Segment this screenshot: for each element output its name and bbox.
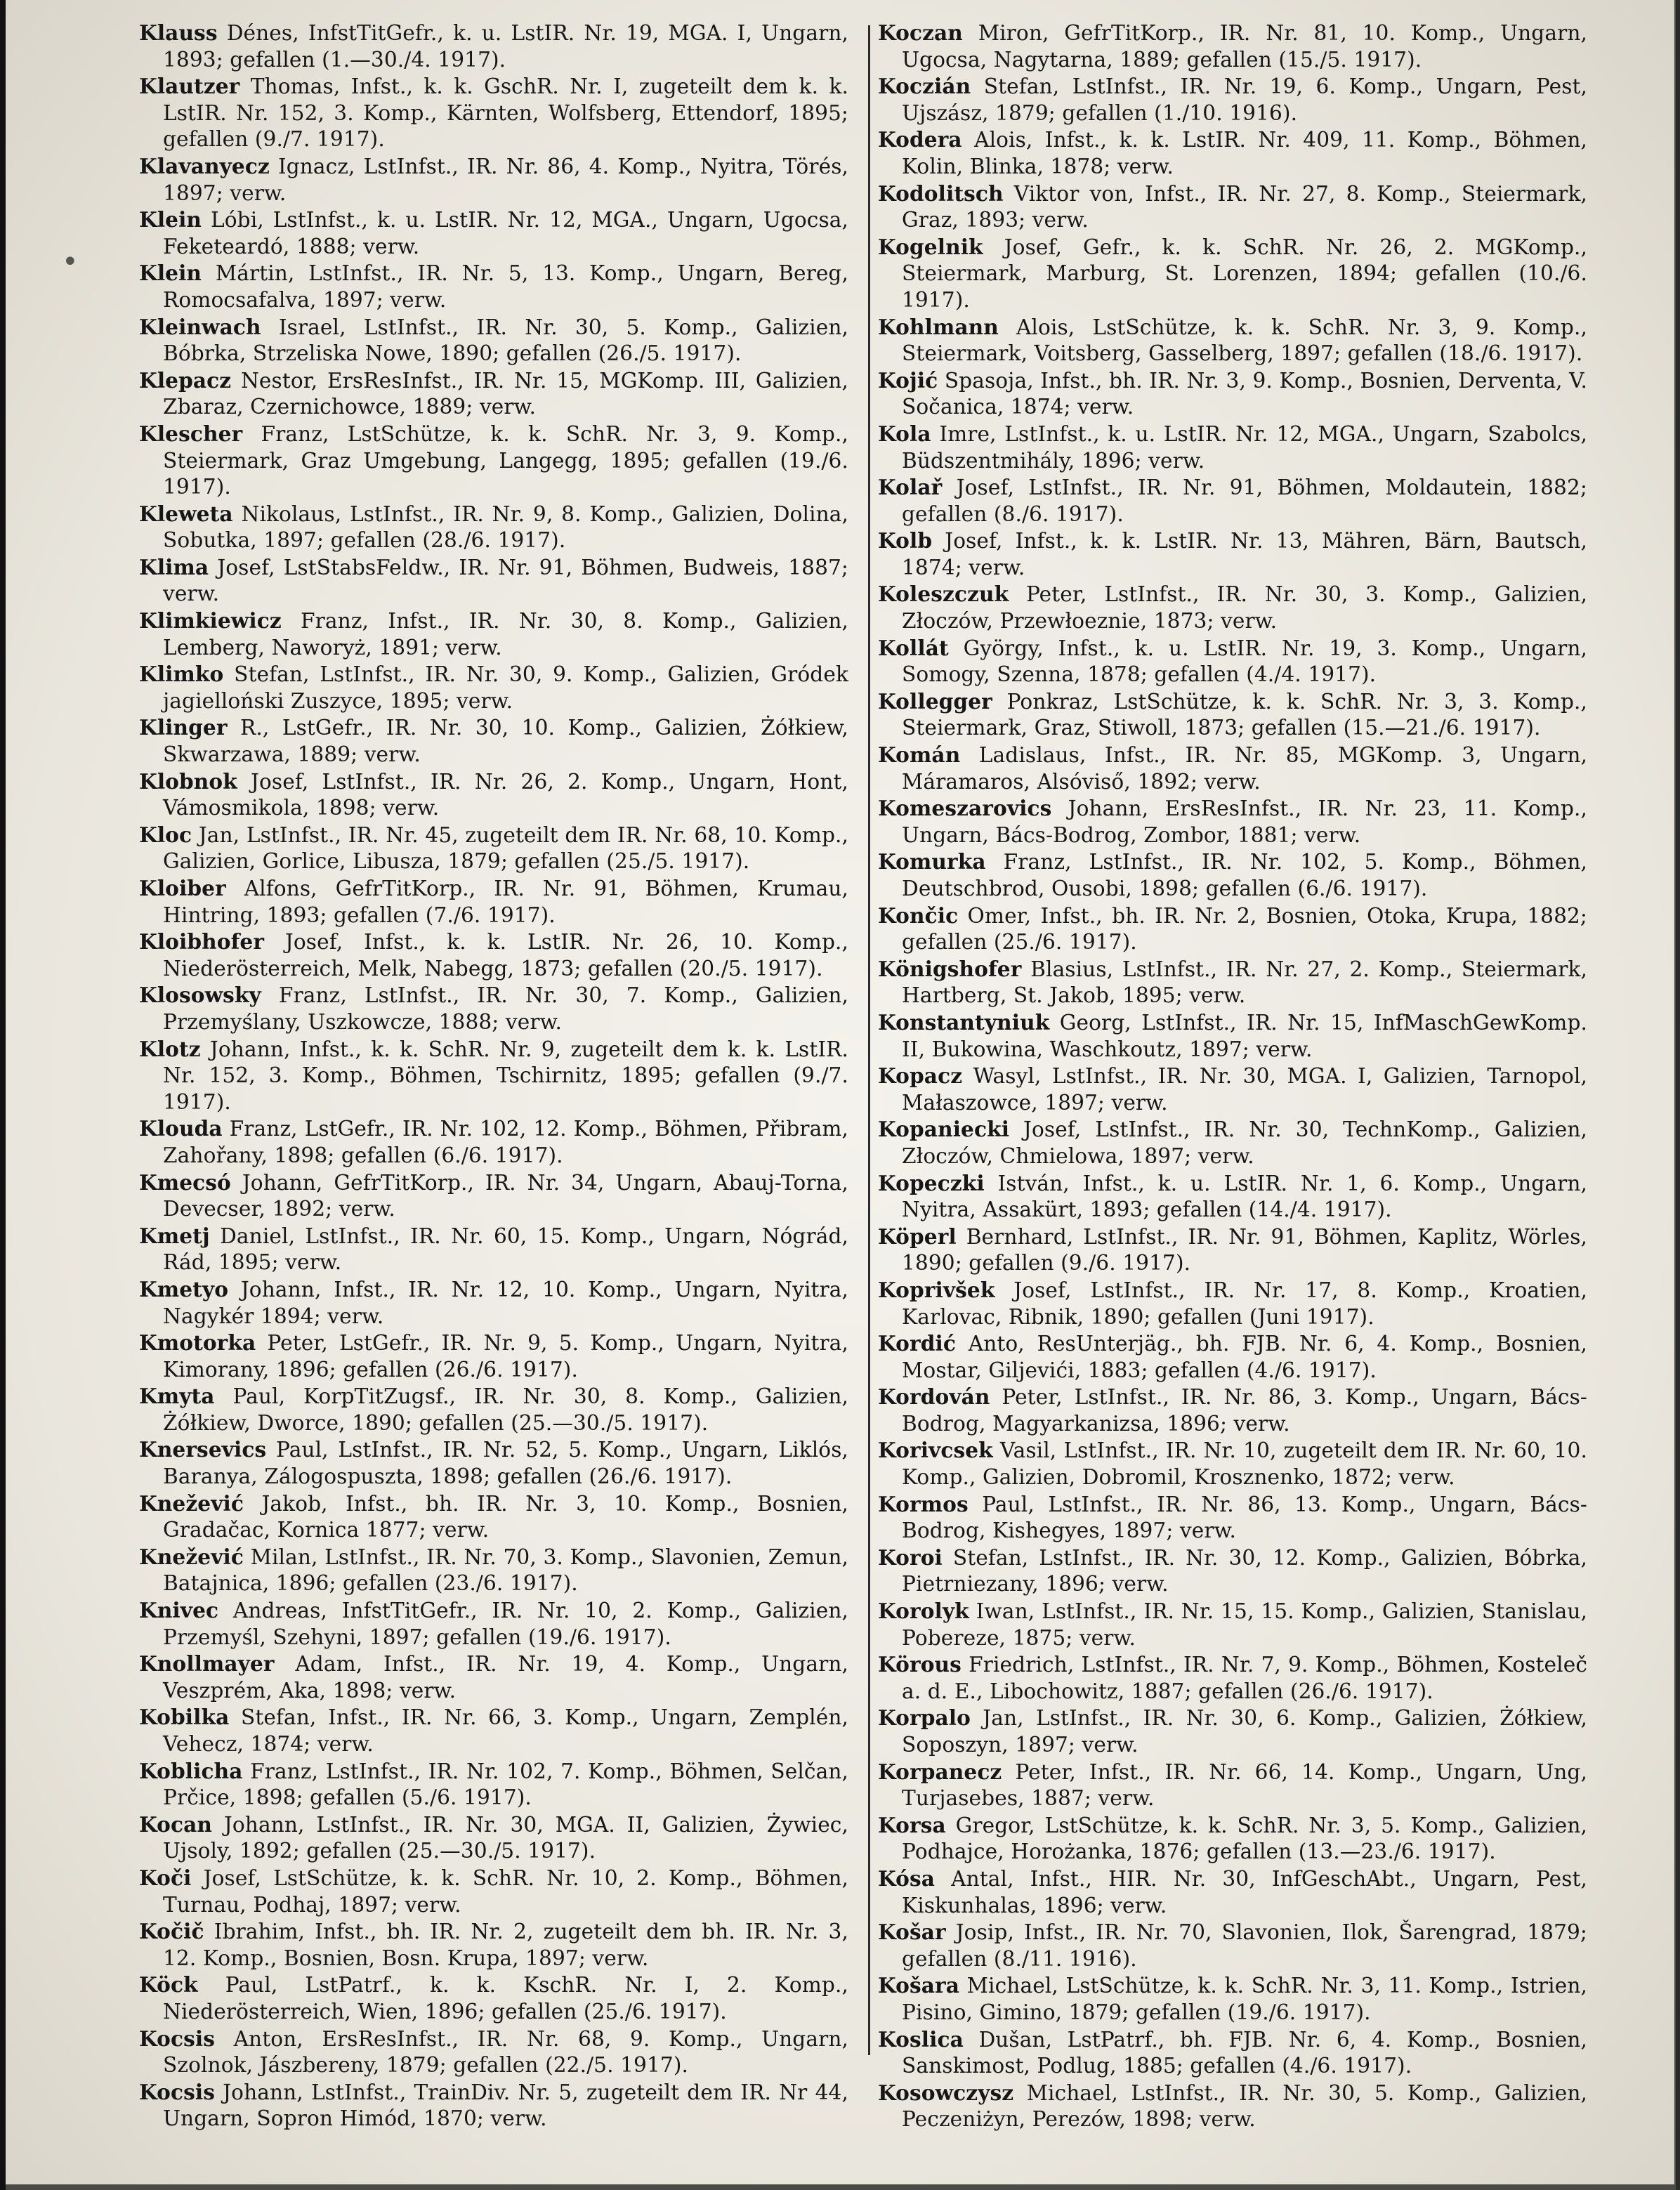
ink-dot: •: [62, 246, 79, 278]
casualty-entry: [878, 903, 1587, 956]
entry-surname: Koči: [139, 1865, 192, 1890]
entry-surname: Komeszarovics: [878, 796, 1052, 821]
casualty-entry: [878, 1116, 1587, 1169]
casualty-entry: [139, 1223, 848, 1276]
entry-surname: Kopeczki: [878, 1170, 985, 1195]
entry-surname: Knollmayer: [139, 1651, 275, 1677]
entry-details: Ponkraz, LstSchütze, k. k. SchR. Nr. 3, 3. Komp., Steiermark, Graz, Stiwoll, 1873; gefallen (15.—21./6. 1917).: [902, 689, 1588, 740]
entry-details: Antal, Infst., HIR. Nr. 30, InfGeschAbt., Ungarn, Pest, Kiskunhalas, 1896; verw.: [902, 1866, 1587, 1917]
entry-surname: Konstantyniuk: [878, 1009, 1050, 1035]
entry-surname: Kmetyo: [139, 1276, 229, 1301]
entry-details: Ladislaus, Infst., IR. Nr. 85, MGKomp. 3, Ungarn, Máramaros, Alsóviső, 1892; verw.: [902, 743, 1588, 794]
entry-details: Ignacz, LstInfst., IR. Nr. 86, 4. Komp., Nyitra, Törés, 1897; verw.: [163, 154, 848, 205]
casualty-entry: [139, 1918, 848, 1972]
entry-details: Miron, GefrTitKorp., IR. Nr. 81, 10. Komp., Ungarn, Ugocsa, Nagytarna, 1889; gefallen (15./5. 1917).: [902, 21, 1587, 72]
entry-surname: Korsa: [878, 1812, 946, 1837]
entry-details: Franz, Infst., IR. Nr. 30, 8. Komp., Galizien, Lemberg, Naworyż, 1891; verw.: [163, 609, 848, 660]
casualty-entry: [878, 1277, 1587, 1330]
entry-details: Johann, Infst., IR. Nr. 12, 10. Komp., Ungarn, Nyitra, Nagykér 1894; verw.: [163, 1277, 849, 1328]
entry-surname: Kordić: [878, 1331, 956, 1356]
entry-surname: Končic: [878, 903, 959, 928]
entry-surname: Kojić: [878, 367, 938, 393]
casualty-entry: [878, 474, 1587, 527]
entry-details: Josef, LstInfst., IR. Nr. 91, Böhmen, Moldautein, 1882; gefallen (8./6. 1917).: [902, 476, 1587, 526]
entry-surname: Korivcsek: [878, 1438, 993, 1463]
casualty-entry: [139, 153, 848, 206]
entry-surname: Kleweta: [139, 501, 233, 526]
left-column: [139, 20, 848, 2132]
entry-surname: Kogelnik: [878, 234, 983, 259]
entry-details: Stefan, Infst., IR. Nr. 66, 3. Komp., Ungarn, Zemplén, Vehecz, 1874; verw.: [163, 1705, 848, 1756]
entry-surname: Kloiber: [139, 876, 226, 900]
casualty-entry: [878, 2026, 1587, 2080]
entry-details: Alois, Infst., k. k. LstIR. Nr. 409, 11. Komp., Böhmen, Kolin, Blinka, 1878; verw.: [902, 128, 1587, 178]
casualty-entry: [878, 1705, 1587, 1758]
casualty-entry: [878, 1598, 1587, 1651]
entry-details: Wasyl, LstInfst., IR. Nr. 30, MGA. I, Galizien, Tarnopol, Małaszowce, 1897; verw.: [902, 1064, 1588, 1115]
entry-details: Blasius, LstInfst., IR. Nr. 27, 2. Komp., Steiermark, Hartberg, St. Jakob, 1895; verw.: [902, 957, 1587, 1008]
entry-surname: Kollát: [878, 635, 949, 660]
entry-surname: Koprivšek: [878, 1277, 995, 1302]
document-page: [6, 0, 1674, 2184]
entry-details: Josef, LstInfst., IR. Nr. 17, 8. Komp., Kroatien, Karlovac, Ribnik, 1890; gefallen (Juni 1917).: [902, 1278, 1587, 1329]
entry-surname: Kobilka: [139, 1705, 230, 1730]
entry-details: Johann, LstInfst., TrainDiv. Nr. 5, zugeteilt dem IR. Nr 44, Ungarn, Sopron Himód, 1870; verw.: [163, 2080, 848, 2131]
entry-details: Josef, LstInfst., IR. Nr. 30, TechnKomp., Galizien, Złoczów, Chmielowa, 1897; verw.: [902, 1117, 1587, 1168]
casualty-entry: [139, 1865, 848, 1918]
casualty-entry: [878, 1063, 1587, 1116]
entry-details: Adam, Infst., IR. Nr. 19, 4. Komp., Ungarn, Veszprém, Aka, 1898; verw.: [163, 1652, 849, 1703]
entry-details: Lóbi, LstInfst., k. u. LstIR. Nr. 12, MGA., Ungarn, Ugocsa, Feketeardó, 1888; verw.: [163, 208, 848, 258]
entry-details: Franz, LstInfst., IR. Nr. 30, 7. Komp., Galizien, Przemyślany, Uszkowcze, 1888; verw.: [163, 983, 848, 1034]
entry-details: Anton, ErsResInfst., IR. Nr. 68, 9. Komp., Ungarn, Szolnok, Jászbereny, 1879; gefallen (22./5. 1917).: [163, 2026, 848, 2078]
entry-details: Milan, LstInfst., IR. Nr. 70, 3. Komp., Slavonien, Zemun, Batajnica, 1896; gefallen (23./6. 1917).: [163, 1545, 848, 1596]
entry-details: Michael, LstInfst., IR. Nr. 30, 5. Komp., Galizien, Peczeniżyn, Perezów, 1898; verw.: [902, 2080, 1587, 2132]
entry-details: Vasil, LstInfst., IR. Nr. 10, zugeteilt dem IR. Nr. 60, 10. Komp., Galizien, Dobromil, Krosznenko, 1872; verw.: [902, 1438, 1587, 1490]
casualty-entry: [139, 661, 848, 714]
casualty-entry: [139, 1436, 848, 1490]
entry-surname: Kmecsó: [139, 1169, 231, 1195]
entry-surname: Korpanecz: [878, 1759, 1002, 1784]
entry-details: Paul, KorpTitZugsf., IR. Nr. 30, 8. Komp., Galizien, Żółkiew, Dworce, 1890; gefallen (25.—30./5. 1917).: [163, 1384, 848, 1435]
casualty-entry: [878, 1437, 1587, 1490]
entry-surname: Kocan: [139, 1811, 213, 1837]
entry-surname: Klobnok: [139, 768, 237, 794]
entry-details: Johann, ErsResInfst., IR. Nr. 23, 11. Komp., Ungarn, Bács-Bodrog, Zombor, 1881; verw.: [902, 796, 1588, 847]
entry-surname: Klotz: [139, 1036, 201, 1061]
entry-details: Franz, LstGefr., IR. Nr. 102, 12. Komp., Böhmen, Přibram, Zahořany, 1898; gefallen (6./6. 1917).: [163, 1117, 848, 1167]
entry-details: Paul, LstInfst., IR. Nr. 86, 13. Komp., Ungarn, Bács-Bodrog, Kishegyes, 1897; verw.: [902, 1492, 1587, 1543]
entry-details: Peter, LstInfst., IR. Nr. 86, 3. Komp., Ungarn, Bács-Bodrog, Magyarkanizsa, 1896; verw.: [902, 1385, 1587, 1436]
casualty-entry: [878, 1330, 1587, 1384]
entry-surname: Kordován: [878, 1384, 990, 1410]
entry-surname: Kmotorka: [139, 1330, 256, 1356]
casualty-entry: [139, 1597, 848, 1651]
casualty-entry: [139, 608, 848, 661]
casualty-entry: [139, 1169, 848, 1223]
entry-details: Johann, LstInfst., IR. Nr. 30, MGA. II, Galizien, Żywiec, Ujsoly, 1892; gefallen (25.—30./5. 1917).: [163, 1812, 848, 1863]
entry-surname: Koleszczuk: [878, 582, 1009, 607]
entry-details: Josef, LstInfst., IR. Nr. 26, 2. Komp., Ungarn, Hont, Vámosmikola, 1898; verw.: [163, 769, 848, 820]
casualty-entry: [139, 1276, 848, 1330]
entry-surname: Kopaniecki: [878, 1117, 1010, 1142]
entry-surname: Kollegger: [878, 688, 992, 714]
casualty-entry: [139, 1758, 848, 1811]
casualty-entry: [878, 1972, 1587, 2026]
entry-surname: Kosowczysz: [878, 2080, 1014, 2105]
entry-surname: Knežević: [139, 1490, 244, 1516]
entry-details: István, Infst., k. u. LstIR. Nr. 1, 6. Komp., Ungarn, Nyitra, Assakürt, 1893; gefallen (14./4. 1917).: [902, 1171, 1587, 1222]
entry-details: Israel, LstInfst., IR. Nr. 30, 5. Komp., Galizien, Bóbrka, Strzeliska Nowe, 1890; gefallen (26./5. 1917).: [163, 315, 848, 366]
casualty-entry: [139, 1330, 848, 1383]
scan-edge-right: [1676, 0, 1680, 2190]
entry-surname: Korpalo: [878, 1705, 971, 1731]
entry-details: Jan, LstInfst., IR. Nr. 30, 6. Komp., Galizien, Żółkiew, Soposzyn, 1897; verw.: [902, 1706, 1587, 1757]
entry-surname: Kolař: [878, 475, 943, 500]
entry-surname: Klescher: [139, 421, 243, 446]
entry-details: Josef, Gefr., k. k. SchR. Nr. 26, 2. MGKomp., Steiermark, Marburg, St. Lorenzen, 1894; gefallen (10./6. 1917).: [902, 235, 1587, 312]
entry-details: Dénes, InfstTitGefr., k. u. LstIR. Nr. 19, MGA. I, Ungarn, 1893; gefallen (1.—30./4. 1917).: [163, 21, 848, 72]
casualty-entry: [139, 73, 848, 153]
entry-details: Jakob, Infst., bh. IR. Nr. 3, 10. Komp., Bosnien, Gradačac, Kornica 1877; verw.: [163, 1491, 848, 1542]
casualty-entry: [139, 421, 848, 501]
entry-surname: Komurka: [878, 849, 986, 874]
entry-surname: Kohlmann: [878, 314, 999, 339]
entry-details: Josef, Infst., k. k. LstIR. Nr. 26, 10. Komp., Niederösterreich, Melk, Nabegg, 1873; gefallen (20./5. 1917).: [163, 930, 848, 981]
entry-surname: Klinger: [139, 715, 228, 740]
entry-surname: Klimkiewicz: [139, 608, 282, 634]
entry-details: Bernhard, LstInfst., IR. Nr. 91, Böhmen, Kaplitz, Wörles, 1890; gefallen (9./6. 1917).: [902, 1224, 1587, 1276]
entry-details: Stefan, LstInfst., IR. Nr. 30, 12. Komp., Galizien, Bóbrka, Pietrniezany, 1896; verw.: [902, 1545, 1587, 1596]
entry-surname: Kmyta: [139, 1384, 215, 1409]
entry-details: Andreas, InfstTitGefr., IR. Nr. 10, 2. Komp., Galizien, Przemyśl, Szehyni, 1897; gefallen (19./6. 1917).: [163, 1599, 848, 1649]
entry-details: Ibrahim, Infst., bh. IR. Nr. 2, zugeteilt dem bh. IR. Nr. 3, 12. Komp., Bosnien, Bosn. Krupa, 1897; verw.: [163, 1920, 848, 1970]
casualty-entry: [878, 1384, 1587, 1437]
entry-details: György, Infst., k. u. LstIR. Nr. 19, 3. Komp., Ungarn, Somogy, Szenna, 1878; gefallen (4./4. 1917).: [902, 636, 1587, 687]
casualty-entry: [139, 875, 848, 929]
entry-details: Franz, LstInfst., IR. Nr. 102, 5. Komp., Böhmen, Deutschbrod, Ousobi, 1898; gefallen (6./6. 1917).: [902, 850, 1587, 900]
casualty-entry: [139, 554, 848, 608]
entry-surname: Kodolitsch: [878, 181, 1004, 206]
casualty-entry: [878, 20, 1587, 73]
entry-surname: Königshofer: [878, 956, 1022, 981]
entry-details: Georg, LstInfst., IR. Nr. 15, InfMaschGewKomp. II, Bukowina, Waschkoutz, 1897; verw.: [902, 1010, 1587, 1061]
entry-details: Jan, LstInfst., IR. Nr. 45, zugeteilt dem IR. Nr. 68, 10. Komp., Galizien, Gorlice, Libusza, 1879; gefallen (25./5. 1917).: [163, 822, 849, 874]
casualty-entry: [878, 1170, 1587, 1224]
entry-surname: Kocsis: [139, 2026, 215, 2051]
casualty-entry: [878, 1812, 1587, 1866]
entry-surname: Kolb: [878, 528, 933, 553]
entry-details: Alfons, GefrTitKorp., IR. Nr. 91, Böhmen, Krumau, Hintring, 1893; gefallen (7./6. 1917).: [163, 877, 849, 927]
entry-surname: Koczián: [878, 74, 971, 99]
casualty-entry: [139, 1811, 848, 1865]
casualty-entry: [139, 1972, 848, 2025]
casualty-entry: [878, 367, 1587, 421]
casualty-entry: [139, 1490, 848, 1544]
casualty-entry: [139, 768, 848, 822]
entry-details: Josip, Infst., IR. Nr. 70, Slavonien, Ilok, Šarengrad, 1879; gefallen (8./11. 1916).: [902, 1920, 1587, 1971]
entry-details: Franz, LstInfst., IR. Nr. 102, 7. Komp., Böhmen, Selčan, Prčice, 1898; gefallen (5./6. 1917).: [163, 1759, 848, 1810]
casualty-entry: [139, 1383, 848, 1436]
entry-surname: Köperl: [878, 1224, 957, 1249]
entry-surname: Klein: [139, 207, 202, 232]
casualty-entry: [878, 126, 1587, 180]
entry-details: Johann, Infst., k. k. SchR. Nr. 9, zugeteilt dem k. k. LstIR. Nr. 152, 3. Komp., Böhmen, Tschirnitz, 1895; gefallen (9./7. 1917).: [163, 1037, 849, 1114]
casualty-entry: [139, 1651, 848, 1704]
entry-surname: Klein: [139, 261, 202, 286]
entry-surname: Klouda: [139, 1116, 223, 1141]
casualty-entry: [878, 1009, 1587, 1063]
entry-surname: Klimko: [139, 662, 224, 687]
entry-details: Nestor, ErsResInfst., IR. Nr. 15, MGKomp. III, Galizien, Zbaraz, Czernichowce, 1889; verw.: [163, 368, 848, 419]
entry-details: Mártin, LstInfst., IR. Nr. 5, 13. Komp., Ungarn, Bereg, Romocsafalva, 1897; verw.: [163, 261, 848, 312]
entry-surname: Knersevics: [139, 1437, 267, 1462]
entry-surname: Koroi: [878, 1545, 943, 1570]
casualty-entry: [878, 234, 1587, 314]
entry-surname: Klauss: [139, 20, 218, 45]
casualty-entry: [878, 848, 1587, 902]
casualty-entry: [139, 714, 848, 768]
entry-details: Peter, LstGefr., IR. Nr. 9, 5. Komp., Ungarn, Nyitra, Kimorany, 1896; gefallen (26./6. 1917).: [163, 1331, 848, 1382]
casualty-entry: [139, 982, 848, 1035]
entry-surname: Košar: [878, 1920, 946, 1945]
entry-details: Dušan, LstPatrf., bh. FJB. Nr. 6, 4. Komp., Bosnien, Sanskimost, Podlug, 1885; gefallen (4./6. 1917).: [902, 2027, 1587, 2078]
entry-details: Viktor von, Infst., IR. Nr. 27, 8. Komp., Steiermark, Graz, 1893; verw.: [902, 181, 1587, 232]
casualty-entry: [139, 1036, 848, 1116]
entry-details: Peter, Infst., IR. Nr. 66, 14. Komp., Ungarn, Ung, Turjasebes, 1887; verw.: [902, 1759, 1587, 1811]
entry-surname: Kodera: [878, 127, 962, 152]
entry-details: Spasoja, Infst., bh. IR. Nr. 3, 9. Komp., Bosnien, Derventa, V. Sočanica, 1874; verw.: [902, 368, 1587, 419]
casualty-entry: [878, 1491, 1587, 1545]
entry-surname: Komán: [878, 742, 961, 768]
entry-surname: Knežević: [139, 1544, 244, 1569]
casualty-entry: [139, 20, 848, 73]
casualty-entry: [139, 2079, 848, 2132]
entry-details: Paul, LstInfst., IR. Nr. 52, 5. Komp., Ungarn, Liklós, Baranya, Zálogospuszta, 1898; gefallen (26./6. 1917).: [163, 1438, 848, 1489]
casualty-entry: [878, 2080, 1587, 2133]
casualty-entry: [878, 1919, 1587, 1972]
casualty-entry: [139, 1544, 848, 1597]
casualty-entry: [139, 929, 848, 982]
entry-surname: Kočič: [139, 1919, 204, 1944]
entry-details: Johann, GefrTitKorp., IR. Nr. 34, Ungarn, Abauj-Torna, Devecser, 1892; verw.: [163, 1170, 848, 1221]
entry-details: Peter, LstInfst., IR. Nr. 30, 3. Komp., Galizien, Złoczów, Przewłoeznie, 1873; verw.: [902, 582, 1587, 634]
casualty-entry: [878, 635, 1587, 688]
entry-surname: Kopacz: [878, 1063, 963, 1089]
casualty-entry: [139, 1704, 848, 1757]
entry-details: R., LstGefr., IR. Nr. 30, 10. Komp., Galizien, Żółkiew, Skwarzawa, 1889; verw.: [163, 716, 848, 767]
entry-surname: Kósa: [878, 1866, 936, 1891]
casualty-entry: [878, 581, 1587, 634]
entry-surname: Klosowsky: [139, 983, 261, 1008]
entry-details: Thomas, Infst., k. k. GschR. Nr. I, zugeteilt dem k. k. LstIR. Nr. 152, 3. Komp., Kärnten, Wolfsberg, Ettendorf, 1895; gefallen (9./7. 1917).: [163, 74, 848, 152]
entry-surname: Kola: [878, 421, 931, 446]
entry-details: Daniel, LstInfst., IR. Nr. 60, 15. Komp., Ungarn, Nógrád, Rád, 1895; verw.: [163, 1224, 848, 1275]
casualty-entry: [878, 956, 1587, 1009]
entry-surname: Košara: [878, 1973, 960, 1998]
casualty-entry: [139, 260, 848, 313]
scan-edge-left: [0, 0, 6, 2190]
entry-details: Anto, ResUnterjäg., bh. FJB. Nr. 6, 4. Komp., Bosnien, Mostar, Giljevići, 1883; gefallen (4./6. 1917).: [902, 1332, 1587, 1382]
casualty-entry: [878, 1866, 1587, 1919]
casualty-entry: [878, 1224, 1587, 1277]
casualty-entry: [139, 501, 848, 554]
casualty-entry: [878, 1651, 1587, 1705]
casualty-entry: [139, 1115, 848, 1169]
casualty-entry: [139, 206, 848, 260]
casualty-entry: [878, 795, 1587, 848]
entry-surname: Kloc: [139, 822, 192, 847]
entry-surname: Klima: [139, 554, 209, 579]
entry-surname: Klautzer: [139, 74, 240, 99]
right-column: [878, 20, 1587, 2133]
entry-surname: Koslica: [878, 2026, 964, 2052]
casualty-entry: [878, 181, 1587, 234]
entry-surname: Koczan: [878, 20, 963, 45]
casualty-entry: [878, 688, 1587, 742]
casualty-entry: [878, 73, 1587, 126]
entry-surname: Kleinwach: [139, 314, 261, 339]
entry-details: Paul, LstPatrf., k. k. KschR. Nr. I, 2. Komp., Niederösterreich, Wien, 1896; gefallen (25./6. 1917).: [163, 1973, 848, 2024]
entry-details: Imre, LstInfst., k. u. LstIR. Nr. 12, MGA., Ungarn, Szabolcs, Büdszentmihály, 1896; verw.: [902, 421, 1587, 473]
casualty-entry: [878, 421, 1587, 474]
casualty-entry: [878, 527, 1587, 581]
entry-surname: Kocsis: [139, 2079, 215, 2104]
entry-details: Stefan, LstInfst., IR. Nr. 30, 9. Komp., Galizien, Gródek jagielloński Zuszyce, 1895; verw.: [163, 662, 848, 713]
entry-details: Josef, LstStabsFeldw., IR. Nr. 91, Böhmen, Budweis, 1887; verw.: [163, 555, 848, 606]
casualty-entry: [139, 314, 848, 367]
entry-details: Franz, LstSchütze, k. k. SchR. Nr. 3, 9. Komp., Steiermark, Graz Umgebung, Langegg, 1895; gefallen (19./6. 1917).: [163, 421, 848, 499]
entry-surname: Klepacz: [139, 367, 232, 393]
casualty-entry: [139, 367, 848, 421]
entry-details: Josef, LstSchütze, k. k. SchR. Nr. 10, 2. Komp., Böhmen, Turnau, Podhaj, 1897; verw.: [163, 1866, 848, 1917]
entry-details: Omer, Infst., bh. IR. Nr. 2, Bosnien, Otoka, Krupa, 1882; gefallen (25./6. 1917).: [902, 903, 1587, 955]
entry-surname: Körous: [878, 1652, 962, 1677]
casualty-entry: [139, 822, 848, 875]
entry-details: Gregor, LstSchütze, k. k. SchR. Nr. 3, 5. Komp., Galizien, Podhajce, Horożanka, 1876; gefallen (13.—23./6. 1917).: [902, 1813, 1587, 1864]
entry-details: Josef, Infst., k. k. LstIR. Nr. 13, Mähren, Bärn, Bautsch, 1874; verw.: [902, 529, 1587, 579]
entry-details: Alois, LstSchütze, k. k. SchR. Nr. 3, 9. Komp., Steiermark, Voitsberg, Gasselberg, 1897; gefallen (18./6. 1917).: [902, 315, 1587, 366]
casualty-entry: [139, 2026, 848, 2079]
entry-details: Iwan, LstInfst., IR. Nr. 15, 15. Komp., Galizien, Stanislau, Pobereze, 1875; verw.: [902, 1599, 1587, 1650]
casualty-entry: [878, 314, 1587, 367]
entry-surname: Knivec: [139, 1598, 219, 1623]
entry-details: Stefan, LstInfst., IR. Nr. 19, 6. Komp., Ungarn, Pest, Ujszász, 1879; gefallen (1./10. 1916).: [902, 74, 1587, 125]
casualty-entry: [878, 1759, 1587, 1812]
entry-details: Nikolaus, LstInfst., IR. Nr. 9, 8. Komp., Galizien, Dolina, Sobutka, 1897; gefallen (28./6. 1917).: [163, 501, 848, 553]
entry-surname: Kormos: [878, 1491, 969, 1516]
entry-details: Friedrich, LstInfst., IR. Nr. 7, 9. Komp., Böhmen, Kosteleč a. d. E., Libochowitz, 1887; gefallen (26./6. 1917).: [902, 1653, 1587, 1703]
casualty-entry: [878, 742, 1587, 795]
entry-surname: Klavanyecz: [139, 153, 270, 178]
entry-surname: Korolyk: [878, 1599, 969, 1624]
entry-details: Michael, LstSchütze, k. k. SchR. Nr. 3, 11. Komp., Istrien, Pisino, Gimino, 1879; gefallen (19./6. 1917).: [902, 1974, 1587, 2024]
casualty-entry: [878, 1545, 1587, 1598]
entry-surname: Kmetj: [139, 1223, 210, 1248]
column-divider: [868, 25, 870, 2055]
entry-surname: Köck: [139, 1972, 198, 1998]
entry-surname: Kloibhofer: [139, 929, 265, 955]
entry-surname: Koblicha: [139, 1758, 243, 1783]
